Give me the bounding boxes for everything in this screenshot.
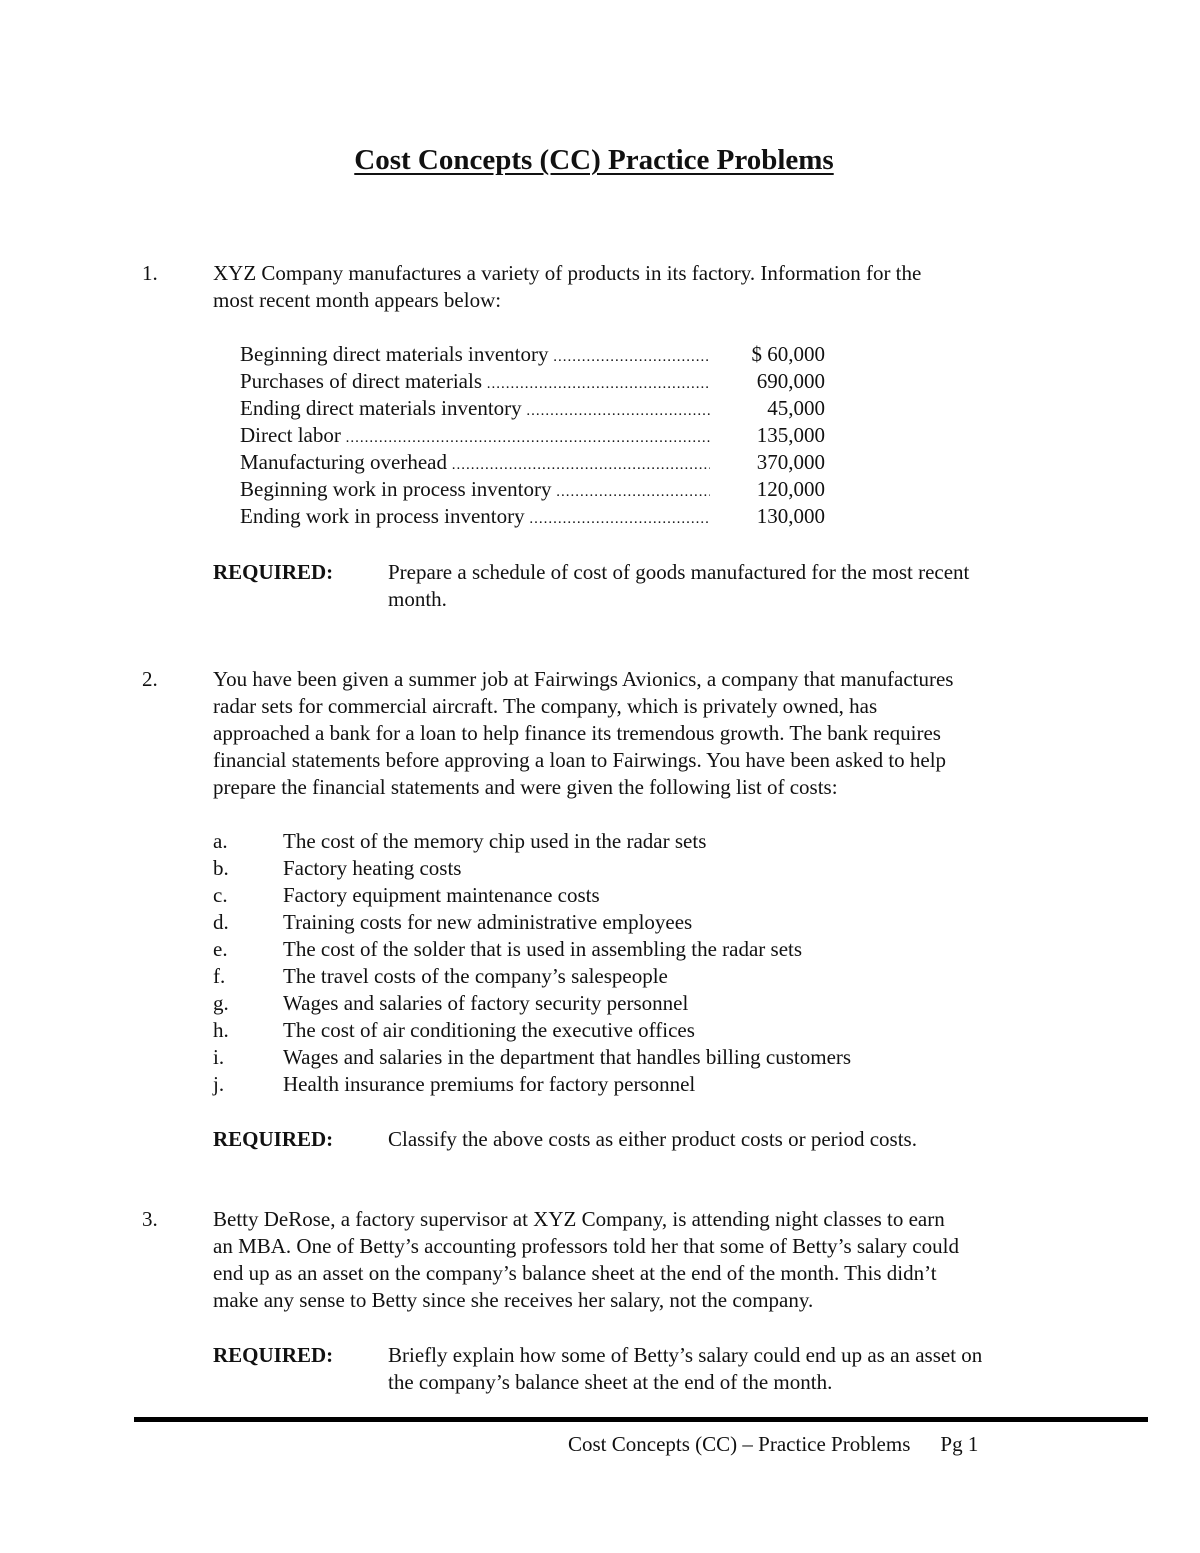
schedule-row: [240, 422, 830, 449]
item-letter: f.: [213, 964, 226, 988]
schedule-row: [240, 449, 830, 476]
required-text: [388, 1342, 1078, 1396]
item-letter: h.: [213, 1018, 229, 1042]
problem-3-intro: [213, 1206, 1093, 1314]
intro-line: approached a bank for a loan to help finance its tremendous growth. The bank requires: [213, 721, 941, 745]
document-title: Cost Concepts (CC) Practice Problems: [354, 144, 834, 176]
item-text: Factory heating costs: [283, 856, 462, 880]
schedule-row: [240, 395, 830, 422]
schedule-row: [240, 476, 830, 503]
item-text: Wages and salaries of factory security personnel: [283, 991, 689, 1015]
schedule-value: 130,000: [756, 504, 825, 528]
footer-title: Cost Concepts (CC) – Practice Problems: [568, 1432, 911, 1456]
cost-schedule: [240, 341, 830, 530]
problem-number: 3.: [142, 1207, 158, 1231]
schedule-value: $ 60,000: [751, 342, 825, 366]
problem-number: 1.: [142, 261, 158, 285]
list-item: [213, 936, 1113, 963]
schedule-row: [240, 503, 830, 530]
problem-2-intro: [213, 666, 1093, 801]
item-letter: d.: [213, 910, 229, 934]
schedule-label: Purchases of direct materials .....: [240, 368, 710, 395]
schedule-label: Direct labor .....: [240, 422, 710, 449]
item-letter: e.: [213, 937, 228, 961]
required-label: REQUIRED:: [213, 1343, 334, 1367]
item-letter: b.: [213, 856, 229, 880]
intro-line: end up as an asset on the company’s balance sheet at the end of the month. This didn’t: [213, 1261, 937, 1285]
intro-line: financial statements before approving a loan to Fairwings. You have been asked to help: [213, 748, 947, 772]
schedule-value: 690,000: [756, 369, 825, 393]
intro-line: XYZ Company manufactures a variety of products in its factory. Information for the: [213, 261, 922, 285]
item-letter: i.: [213, 1045, 225, 1069]
item-letter: c.: [213, 883, 228, 907]
required-line: Prepare a schedule of cost of goods manufactured for the most recent: [388, 560, 970, 584]
schedule-label: Ending work in process inventory .....: [240, 503, 710, 530]
schedule-label: Beginning work in process inventory .....: [240, 476, 710, 503]
item-letter: a.: [213, 829, 228, 853]
schedule-row: [240, 341, 830, 368]
item-text: Health insurance premiums for factory personnel: [283, 1072, 696, 1096]
list-item: [213, 963, 1113, 990]
required-label: REQUIRED:: [213, 1127, 334, 1151]
item-text: The cost of the solder that is used in assembling the radar sets: [283, 937, 803, 961]
list-item: [213, 828, 1113, 855]
item-text: Training costs for new administrative employees: [283, 910, 693, 934]
page-footer: [568, 1431, 978, 1458]
item-text: The cost of the memory chip used in the radar sets: [283, 829, 707, 853]
intro-line: most recent month appears below:: [213, 288, 502, 312]
item-text: Wages and salaries in the department that handles billing customers: [283, 1045, 852, 1069]
schedule-label: Manufacturing overhead .....: [240, 449, 710, 476]
list-item: [213, 882, 1113, 909]
problem-1-intro: [213, 260, 1063, 314]
intro-line: an MBA. One of Betty’s accounting professors told her that some of Betty’s salary could: [213, 1234, 959, 1258]
intro-line: You have been given a summer job at Fairwings Avionics, a company that manufactures: [213, 667, 954, 691]
problem-number: 2.: [142, 667, 158, 691]
item-text: Factory equipment maintenance costs: [283, 883, 600, 907]
schedule-value: 135,000: [756, 423, 825, 447]
cost-items-list: [213, 828, 1113, 1098]
schedule-value: 120,000: [756, 477, 825, 501]
schedule-label: Beginning direct materials inventory .....: [240, 341, 710, 368]
required-line: month.: [388, 587, 447, 611]
intro-line: radar sets for commercial aircraft. The company, which is privately owned, has: [213, 694, 878, 718]
list-item: [213, 909, 1113, 936]
item-text: The cost of air conditioning the executive offices: [283, 1018, 695, 1042]
required-text: [388, 559, 1078, 613]
intro-line: make any sense to Betty since she receives her salary, not the company.: [213, 1288, 814, 1312]
schedule-label: Ending direct materials inventory .....: [240, 395, 710, 422]
schedule-row: [240, 368, 830, 395]
intro-line: prepare the financial statements and were given the following list of costs:: [213, 775, 838, 799]
intro-line: Betty DeRose, a factory supervisor at XYZ Company, is attending night classes to earn: [213, 1207, 945, 1231]
schedule-value: 45,000: [767, 396, 825, 420]
required-line: the company’s balance sheet at the end of the month.: [388, 1370, 833, 1394]
footer-rule: [134, 1417, 1148, 1422]
required-label: REQUIRED:: [213, 560, 334, 584]
item-letter: j.: [213, 1072, 225, 1096]
required-line: Classify the above costs as either product costs or period costs.: [388, 1127, 917, 1151]
list-item: [213, 990, 1113, 1017]
required-line: Briefly explain how some of Betty’s salary could end up as an asset on: [388, 1343, 983, 1367]
required-text: [388, 1126, 1078, 1153]
page-number: Pg 1: [940, 1432, 979, 1456]
list-item: [213, 1017, 1113, 1044]
schedule-value: 370,000: [756, 450, 825, 474]
list-item: [213, 1044, 1113, 1071]
list-item: [213, 1071, 1113, 1098]
list-item: [213, 855, 1113, 882]
item-text: The travel costs of the company’s salespeople: [283, 964, 668, 988]
item-letter: g.: [213, 991, 229, 1015]
